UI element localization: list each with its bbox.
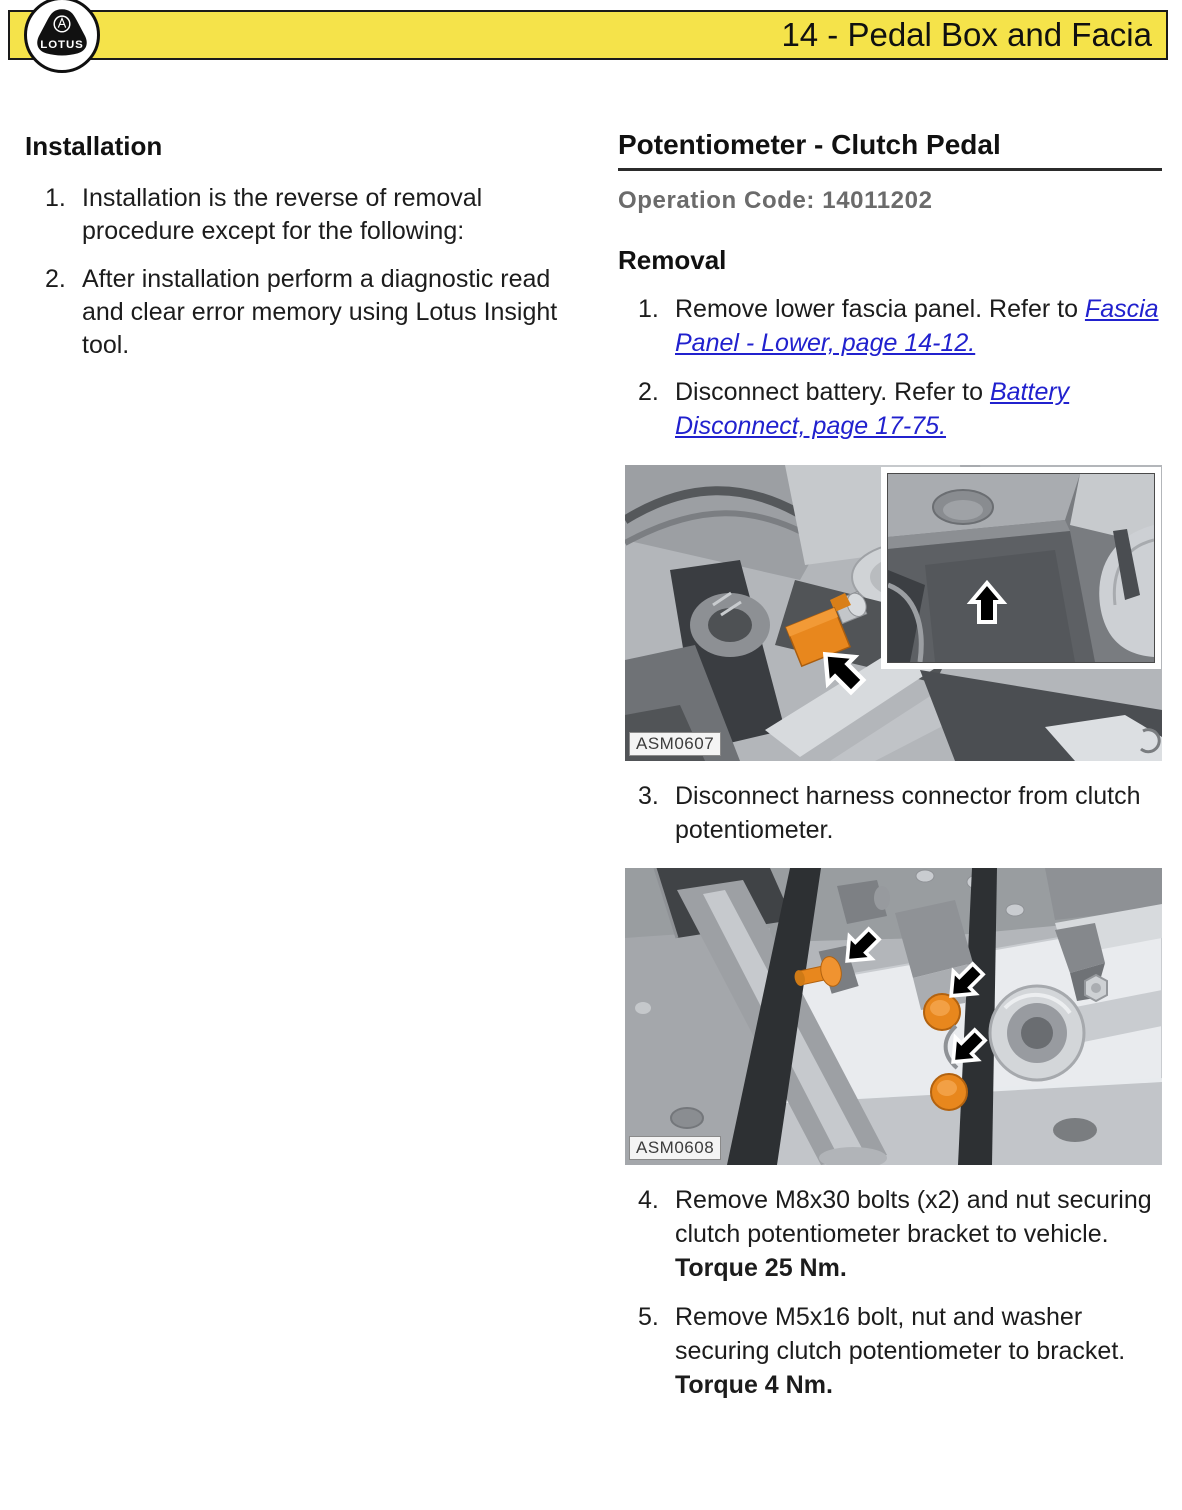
step-number: 2.: [45, 265, 66, 293]
step-number: 4.: [638, 1186, 659, 1214]
battery-disconnect-link[interactable]: Battery Disconnect, page 17-75.: [675, 378, 1070, 440]
step-text: [675, 375, 1162, 443]
step-text: [675, 1183, 1162, 1285]
step-text-plain: Remove M5x16 bolt, nut and washer securing clutch potentiometer to bracket.: [675, 1303, 1126, 1365]
torque-value: Torque 4 Nm.: [675, 1371, 833, 1399]
lotus-badge-icon: [28, 1, 96, 69]
right-column: [618, 129, 1162, 1417]
list-item: [25, 263, 562, 362]
step-text: After installation perform a diagnostic read and clear error memory using Lotus Insight tool.: [82, 265, 558, 359]
torque-value: Torque 25 Nm.: [675, 1254, 847, 1282]
list-item: [618, 292, 1162, 360]
removal-steps: [618, 292, 1162, 443]
operation-code: Operation Code: 14011202: [618, 187, 933, 214]
step-text-plain: Remove M8x30 bolts (x2) and nut securing clutch potentiometer bracket to vehicle.: [675, 1186, 1152, 1248]
orange-bolt-highlight: [931, 1074, 967, 1110]
figure-label: ASM0608: [629, 1136, 721, 1160]
step-number: 3.: [638, 782, 659, 810]
step-text: Installation is the reverse of removal procedure except for the following:: [82, 184, 483, 245]
installation-heading: Installation: [25, 131, 163, 161]
removal-steps-continued: [618, 779, 1162, 847]
step-number: 2.: [638, 378, 659, 406]
step-number: 5.: [638, 1303, 659, 1331]
step-text: Disconnect harness connector from clutch potentiometer.: [675, 782, 1141, 844]
fascia-panel-link[interactable]: Fascia Panel - Lower, page 14-12.: [675, 295, 1159, 357]
removal-steps-final: [618, 1183, 1162, 1402]
step-number: 1.: [45, 184, 66, 212]
step-text: [675, 1300, 1162, 1402]
section-title: Potentiometer - Clutch Pedal: [618, 129, 1162, 171]
list-item: [618, 1183, 1162, 1285]
header-banner: [8, 10, 1168, 60]
inset-footwell-view: [888, 474, 1154, 662]
figure-label: ASM0607: [629, 732, 721, 756]
list-item: [618, 375, 1162, 443]
step-text-plain: Remove lower fascia panel. Refer to: [675, 295, 1085, 323]
page-title: 14 - Pedal Box and Facia: [781, 16, 1152, 53]
step-text: [675, 292, 1162, 360]
figure-potentiometer-bracket-bolts: [625, 868, 1162, 1165]
figure-clutch-potentiometer-connector: [625, 465, 1162, 761]
logo-text: LOTUS: [40, 38, 84, 51]
removal-heading: Removal: [618, 245, 727, 275]
figure-illustration: [625, 868, 1162, 1165]
installation-steps: [25, 182, 562, 362]
list-item: [618, 1300, 1162, 1402]
step-text-plain: Disconnect battery. Refer to: [675, 378, 990, 406]
list-item: [618, 779, 1162, 847]
lotus-logo-icon: [24, 0, 100, 73]
step-number: 1.: [638, 295, 659, 323]
figure-illustration: [625, 465, 1162, 761]
left-column: [25, 131, 562, 377]
list-item: [25, 182, 562, 248]
